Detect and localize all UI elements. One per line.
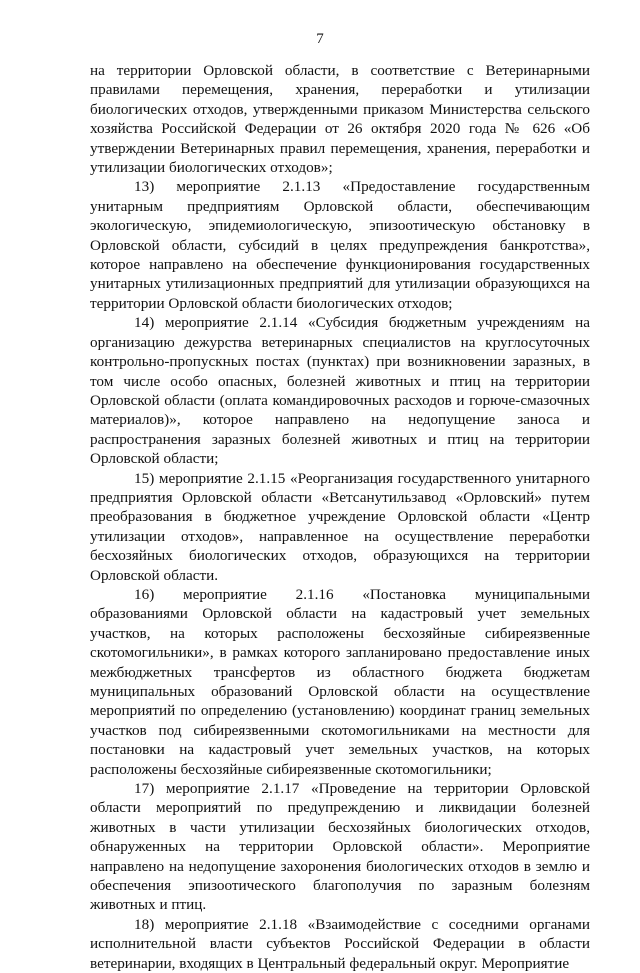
paragraph-continuation: на территории Орловской области, в соответствие с Ветеринарными правилами перемещения, хранения, переработки и утилизации биологических отходов, утвержденными приказом Министерства сельского хозяйства Российской Федерации от 26 октября 2020 года № 626 «Об утверждении Ветеринарных правил перемещения, хранения, переработки и утилизации биологических отходов»; — [90, 62, 590, 177]
document-body — [90, 61, 590, 973]
page-number: 7 — [316, 31, 324, 47]
paragraph-item-18: 18) мероприятие 2.1.18 «Взаимодействие с соседними органами исполнительной власти субъектов Российской Федерации в области ветеринарии, входящих в Центральный федеральный округ. Мероприятие — [90, 915, 590, 972]
paragraph-item-16: 16) мероприятие 2.1.16 «Постановка муниципальными образованиями Орловской области на кадастровый учет земельных участков, на которых расположены бесхозяйные сибиреязвенные скотомогильники», в рамках которого запланировано предоставление иных межбюджетных трансфертов из областного бюджета бюджетам муниципальных образований Орловской области на осуществление мероприятий по определению (установлению) координат границ земельных участков под сибиреязвенными скотомогильниками на местности для постановки на кадастровый учет земельных участков, на которых расположены бесхозяйные сибиреязвенные скотомогильники; — [90, 585, 590, 778]
paragraph-item-14: 14) мероприятие 2.1.14 «Субсидия бюджетным учреждениям на организацию дежурства ветеринарных специалистов на круглосуточных контрольно-пропускных постах (пунктах) при возникновении заразных, в том числе особо опасных, болезней животных и птиц на территории Орловской области (оплата командировочных расходов и горюче-смазочных материалов)», которое направлено на недопущение заноса и распространения заразных болезней животных и птиц на территории Орловской области; — [90, 314, 590, 468]
paragraph-item-17: 17) мероприятие 2.1.17 «Проведение на территории Орловской области мероприятий по предупреждению и ликвидации болезней животных в части утилизации бесхозяйных биологических отходов, обнаруженных на территории Орловской области». Мероприятие направлено на недопущение захоронения биологических отходов в землю и обеспечения эпизоотического благополучия по заразным болезням животных и птиц. — [90, 780, 590, 914]
paragraph-item-15: 15) мероприятие 2.1.15 «Реорганизация государственного унитарного предприятия Орловской области «Ветсанутильзавод «Орловский» путем преобразования в бюджетное учреждение Орловской области «Центр утилизации отходов», направленное на осуществление переработки бесхозяйных биологических отходов, образующихся на территории Орловской области. — [90, 469, 590, 584]
paragraph-item-13: 13) мероприятие 2.1.13 «Предоставление государственным унитарным предприятиям Орловской области, обеспечивающим экологическую, эпидемиологическую, эпизоотическую обстановку в Орловской области, субсидий в целях предупреждения банкротства», которое направлено на обеспечение функционирования государственных унитарных утилизационных предприятий для утилизации образующихся на территории Орловской области биологических отходов; — [90, 178, 590, 312]
